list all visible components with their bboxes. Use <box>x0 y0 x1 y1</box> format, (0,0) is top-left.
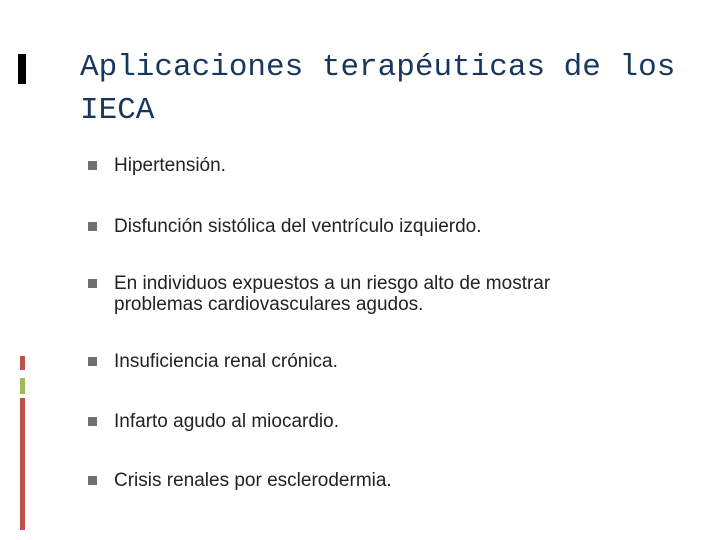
bullet-item <box>88 351 628 372</box>
accent-bar-red-top <box>20 356 25 370</box>
bullet-text: Insuficiencia renal crónica. <box>114 351 338 372</box>
bullet-square-icon <box>88 161 97 170</box>
bullet-text: Hipertensión. <box>114 155 226 176</box>
accent-bar-red-bottom <box>20 398 25 530</box>
bullet-item <box>88 155 628 176</box>
bullet-text: Disfunción sistólica del ventrículo izquierdo. <box>114 216 482 237</box>
bullet-square-icon <box>88 476 97 485</box>
slide-title: Aplicaciones terapéuticas de los IECA <box>80 50 676 128</box>
bullet-item <box>88 411 628 432</box>
bullet-square-icon <box>88 222 97 231</box>
title-marker <box>18 54 26 84</box>
bullet-item <box>88 273 628 315</box>
accent-bar-green <box>20 378 25 394</box>
bullet-item <box>88 216 628 237</box>
bullet-text: Crisis renales por esclerodermia. <box>114 470 392 491</box>
bullet-square-icon <box>88 279 97 288</box>
bullet-square-icon <box>88 357 97 366</box>
bullet-text: En individuos expuestos a un riesgo alto de mostrar problemas cardiovasculares agudos. <box>114 273 551 315</box>
bullet-square-icon <box>88 417 97 426</box>
bullet-text: Infarto agudo al miocardio. <box>114 411 339 432</box>
bullet-item <box>88 470 628 491</box>
